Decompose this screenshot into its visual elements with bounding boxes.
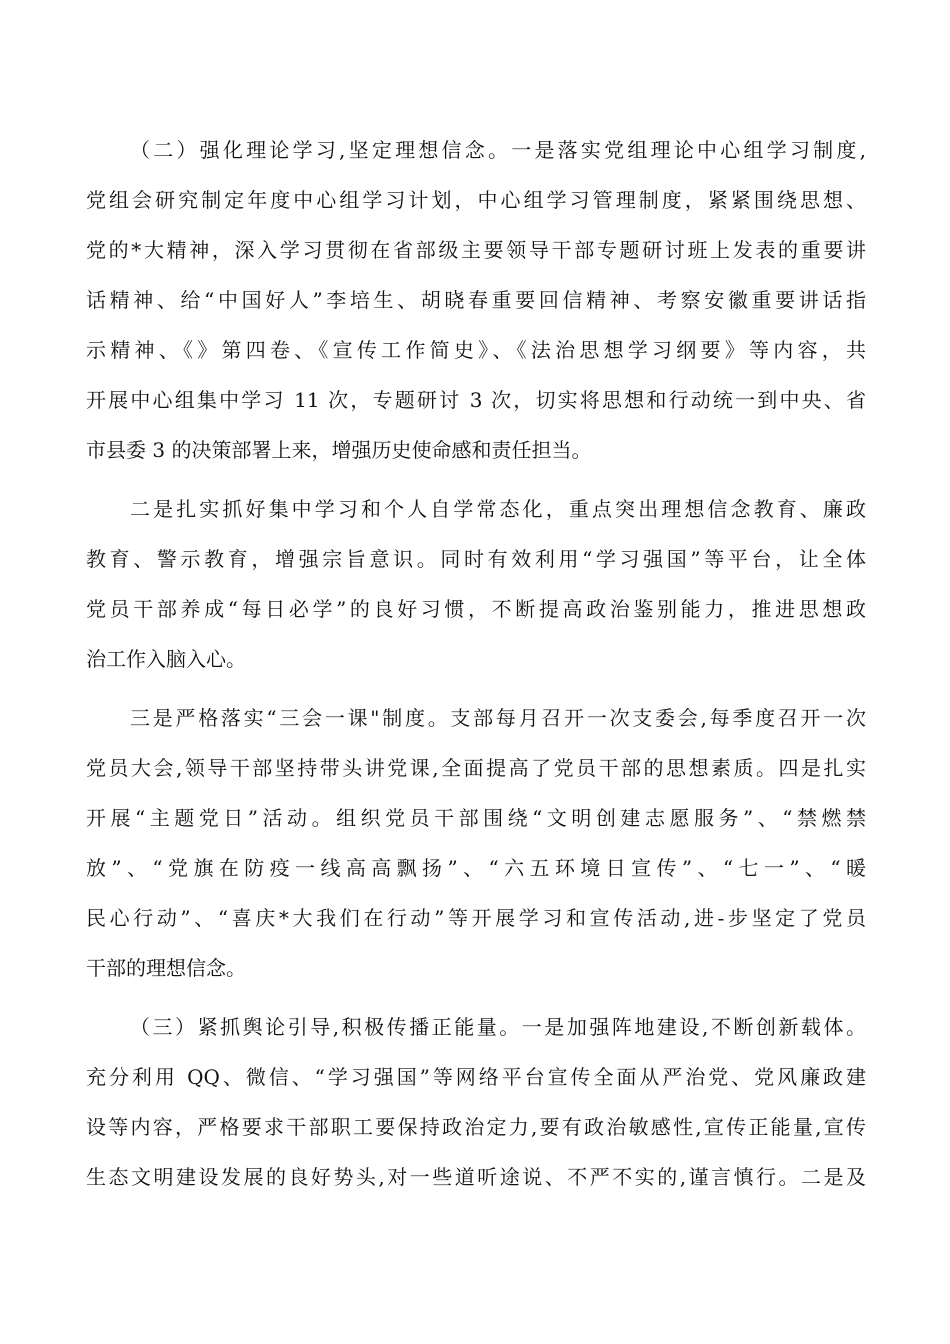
paragraph-4-line-2: 党员大会,领导干部坚持带头讲党课,全面提高了党员干部的思想素质。四是扎实 [86,756,866,780]
paragraph-2-line-2: 党组会研究制定年度中心组学习计划，中心组学习管理制度，紧紧围绕思想、 [86,188,866,212]
paragraph-4-line-3: 开展“主题党日”活动。组织党员干部围绕“文明创建志愿服务”、“禁燃禁 [86,806,866,830]
paragraph-2-line-1: （二）强化理论学习,坚定理想信念。一是落实党组理论中心组学习制度, [130,138,866,162]
paragraph-3-line-2: 教育、警示教育，增强宗旨意识。同时有效利用“学习强国”等平台，让全体 [86,547,866,571]
paragraph-5-line-1: （三）紧抓舆论引导,积极传播正能量。一是加强阵地建设,不断创新载体。 [130,1015,866,1039]
paragraph-4-line-6: 干部的理想信念。 [86,956,246,980]
paragraph-3-line-1: 二是扎实抓好集中学习和个人自学常态化，重点突出理想信念教育、廉政 [130,497,866,521]
paragraph-5-line-2: 充分利用 QQ、微信、“学习强国”等网络平台宣传全面从严治党、党风廉政建 [86,1065,866,1089]
paragraph-2-line-6: 开展中心组集中学习 11 次，专题研讨 3 次，切实将思想和行动统一到中央、省 [86,388,866,412]
paragraph-2-line-4: 话精神、给“中国好人”李培生、胡晓春重要回信精神、考察安徽重要讲话指 [86,288,866,312]
paragraph-2-line-3: 党的*大精神，深入学习贯彻在省部级主要领导干部专题研讨班上发表的重要讲 [86,238,866,262]
paragraph-3-line-3: 党员干部养成“每日必学”的良好习惯，不断提高政治鉴别能力，推进思想政 [86,597,866,621]
paragraph-5-line-3: 设等内容，严格要求干部职工要保持政治定力,要有政治敏感性,宣传正能量,宣传 [86,1115,866,1139]
paragraph-5-line-4: 生态文明建设发展的良好势头,对一些道听途说、不严不实的,谨言慎行。二是及 [86,1165,866,1189]
paragraph-2-line-5: 示精神、《》第四卷、《宣传工作简史》、《法治思想学习纲要》等内容，共 [86,338,866,362]
paragraph-3-line-4: 治工作入脑入心。 [86,647,246,671]
paragraph-2-line-7: 市县委 3 的决策部署上来，增强历史使命感和责任担当。 [86,438,592,462]
paragraph-4-line-5: 民心行动”、“喜庆*大我们在行动”等开展学习和宣传活动,进-步坚定了党员 [86,906,866,930]
paragraph-4-line-4: 放”、“党旗在防疫一线高高飘扬”、“六五环境日宣传”、“七一”、“暖 [86,856,866,880]
paragraph-4-line-1: 三是严格落实“三会一课"制度。支部每月召开一次支委会,每季度召开一次 [130,706,866,730]
